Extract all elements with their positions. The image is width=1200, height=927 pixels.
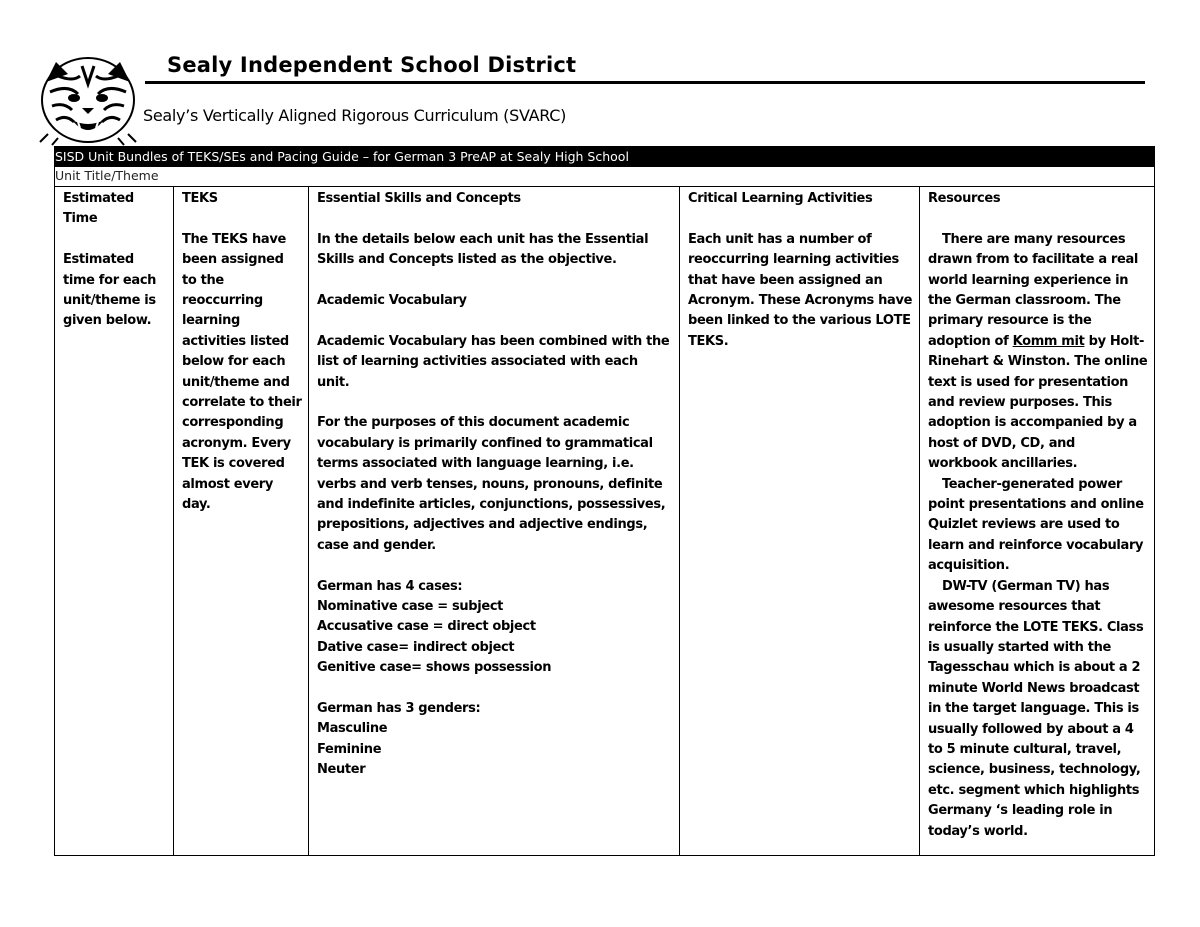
gender-item: Neuter [317,762,366,778]
table-banner: SISD Unit Bundles of TEKS/SEs and Pacing Guide – for German 3 PreAP at Sealy High School [55,147,1155,167]
resources-presentations: Teacher-generated power point presentations and online Quizlet reviews are used to learn and reinforce vocabulary acquisition. [928,476,1144,574]
estimated-time-header: Estimated Time [63,191,134,227]
skills-cell [309,187,680,856]
skills-intro: In the details below each unit has the Essential Skills and Concepts listed as the objective. [317,231,649,268]
district-title: Sealy Independent School District [167,53,577,77]
activities-header: Critical Learning Activities [688,191,873,206]
unit-title-label: Unit Title/Theme [55,167,1155,187]
curriculum-subtitle: Sealy’s Vertically Aligned Rigorous Curriculum (SVARC) [143,106,567,125]
resources-dw-tv: DW-TV (German TV) has awesome resources that reinforce the LOTE TEKS. Class is usually started with the Tagesschau which is about a 2 minute World News broadcast in the target language. This is usually followed by about a 4 to 5 minute cultural, travel, science, business, technology, etc. segment which highlights Germany ‘s leading role in today’s world. [928,578,1144,839]
title-rule [145,81,1145,84]
komm-mit-title: Komm mit [1012,333,1085,349]
case-item: Nominative case = subject [317,599,504,615]
teks-cell [174,187,309,856]
genders-intro: German has 3 genders: [317,701,481,717]
activities-cell [680,187,920,856]
resources-primary-text: There are many resources drawn from to facilitate a real world learning experience in the German classroom. The primary resource is the adoption of [928,231,1138,349]
unit-bundle-table [54,146,1155,856]
resources-primary [928,230,1148,475]
resources-header: Resources [928,191,1001,206]
gender-item: Masculine [317,721,388,737]
academic-vocabulary-text: Academic Vocabulary has been combined with the list of learning activities associated with each unit. [317,333,670,390]
estimated-time-cell [55,187,174,856]
skills-header: Essential Skills and Concepts [317,191,521,206]
resources-cell [920,187,1155,856]
estimated-time-body: Estimated time for each unit/theme is given below. [63,252,157,329]
academic-vocabulary-heading: Academic Vocabulary [317,293,467,308]
resources-primary-text-end: by Holt-Rinehart & Winston. The online text is used for presentation and review purposes. This adoption is accompanied by a host of DVD, CD, and workbook ancillaries. [928,333,1148,472]
case-item: Accusative case = direct object [317,619,536,635]
case-item: Genitive case= shows possession [317,660,552,676]
case-item: Dative case= indirect object [317,639,515,655]
tiger-logo-icon [38,54,138,146]
gender-item: Feminine [317,741,382,757]
teks-body: The TEKS have been assigned to the reoccurring learning activities listed below for each unit/theme and correlate to their corresponding acronym. Every TEK is covered almost every day. [182,231,302,513]
activities-body: Each unit has a number of reoccurring learning activities that have been assigned an Acronym. These Acronyms have been linked to the various LOTE TEKS. [688,231,913,349]
cases-intro: German has 4 cases: [317,578,463,594]
teks-header: TEKS [182,191,218,206]
academic-vocabulary-scope: For the purposes of this document academic vocabulary is primarily confined to grammatical terms associated with language learning, i.e. verbs and verb tenses, nouns, pronouns, definite and indefinite articles, conjunctions, possessives, prepositions, adjectives and adjective endings, case and gender. [317,415,666,553]
